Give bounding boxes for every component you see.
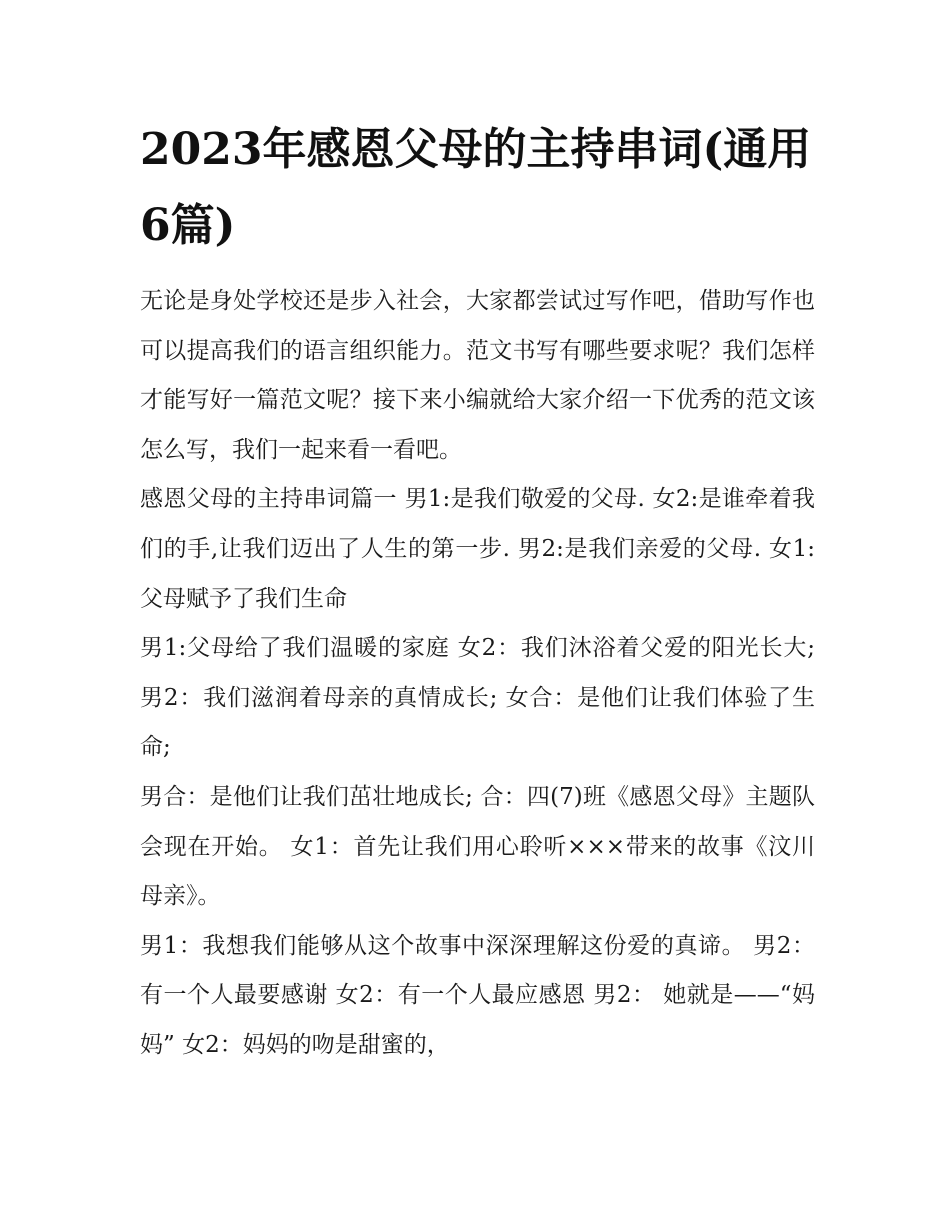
paragraph-script-3: 男合：是他们让我们茁壮地成长; 合：四(7)班《感恩父母》主题队会现在开始。 女1：首先让我们用心聆听×××带来的故事《汶川母亲》。 — [140, 783, 815, 910]
document-body — [140, 277, 815, 1071]
paragraph-script-2: 男1:父母给了我们温暖的家庭 女2：我们沐浴着父爱的阳光长大; 男2：我们滋润着母亲的真情成长; 女合：是他们让我们体验了生命; — [140, 635, 815, 761]
paragraph-intro: 无论是身处学校还是步入社会，大家都尝试过写作吧，借助写作也可以提高我们的语言组织能力。范文书写有哪些要求呢？我们怎样才能写好一篇范文呢？接下来小编就给大家介绍一下优秀的范文该怎么写，我们一起来看一看吧。 — [140, 288, 815, 463]
paragraph-script-1: 感恩父母的主持串词篇一 男1:是我们敬爱的父母. 女2:是谁牵着我们的手,让我们迈出了人生的第一步. 男2:是我们亲爱的父母. 女1: 父母赋予了我们生命 — [140, 486, 815, 612]
paragraph-script-4: 男1：我想我们能够从这个故事中深深理解这份爱的真谛。 男2： 有一个人最要感谢 女2：有一个人最应感恩 男2： 她就是——“妈妈” 女2：妈妈的吻是甜蜜的， — [140, 932, 815, 1058]
document-title: 2023年感恩父母的主持串词(通用6篇) — [140, 124, 812, 251]
